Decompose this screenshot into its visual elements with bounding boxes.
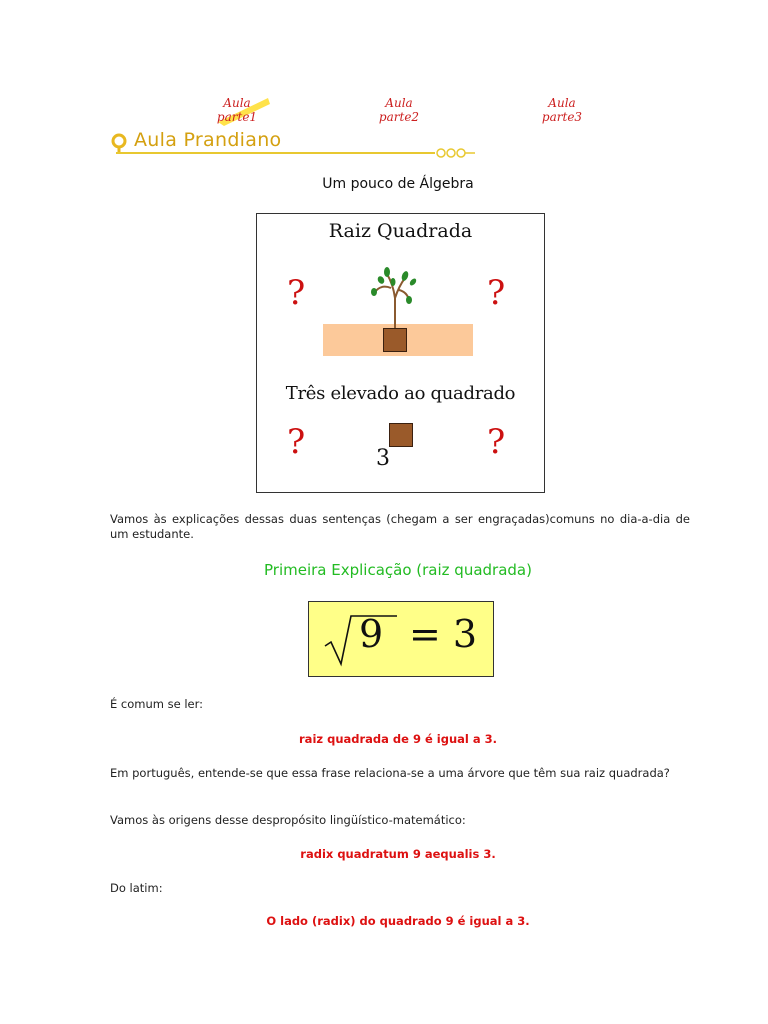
figure-subtitle: Três elevado ao quadrado xyxy=(285,383,516,404)
brand-underline-chain-icon xyxy=(110,146,480,160)
question-mark-icon: ? xyxy=(287,273,306,313)
brand-logo xyxy=(110,128,480,160)
nav-parte2-line1: Aula xyxy=(385,96,413,110)
square-root-illustration xyxy=(256,213,545,493)
section-heading: Primeira Explicação (raiz quadrada) xyxy=(264,561,532,579)
page-title: Um pouco de Álgebra xyxy=(322,176,474,192)
portuguese-note: Em português, entende-se que essa frase relaciona-se a uma árvore que têm sua raiz quadrada? xyxy=(110,766,670,780)
question-mark-icon: ? xyxy=(287,422,306,462)
latin-phrase: radix quadratum 9 aequalis 3. xyxy=(300,847,496,861)
root-square-box xyxy=(383,328,407,352)
intro-paragraph: Vamos às explicações dessas duas sentenças (chegam a ser engraçadas)comuns no dia-a-dia de um estudante. xyxy=(110,512,690,541)
figure-number: 3 xyxy=(376,446,390,471)
nav-parte2-line2: parte2 xyxy=(378,110,420,124)
nav-parte3-line1: Aula xyxy=(548,96,576,110)
formula-result: = 3 xyxy=(409,612,478,656)
brand-name: Aula Prandiano xyxy=(134,129,282,151)
question-mark-icon: ? xyxy=(487,422,506,462)
nav-link-parte2[interactable] xyxy=(364,96,434,124)
question-mark-icon: ? xyxy=(487,273,506,313)
formula-box xyxy=(308,601,494,677)
figure-title: Raiz Quadrada xyxy=(328,220,473,242)
tree-plant-icon xyxy=(357,258,427,334)
nav-parte1-line2: parte1 xyxy=(216,110,258,124)
square-box xyxy=(389,423,413,447)
nav-link-parte3[interactable] xyxy=(527,96,597,124)
nav-link-parte1[interactable] xyxy=(202,96,272,124)
common-reading-phrase: raiz quadrada de 9 é igual a 3. xyxy=(299,732,497,746)
latin-label: Do latim: xyxy=(110,881,163,895)
formula-radicand: 9 xyxy=(359,612,384,656)
common-reading-label: É comum se ler: xyxy=(110,697,204,711)
nav-parte3-line2: parte3 xyxy=(541,110,583,124)
nav-parte1-line1: Aula xyxy=(223,96,251,110)
latin-translation: O lado (radix) do quadrado 9 é igual a 3. xyxy=(266,914,530,928)
origins-label: Vamos às origens desse despropósito lingüístico-matemático: xyxy=(110,813,466,827)
